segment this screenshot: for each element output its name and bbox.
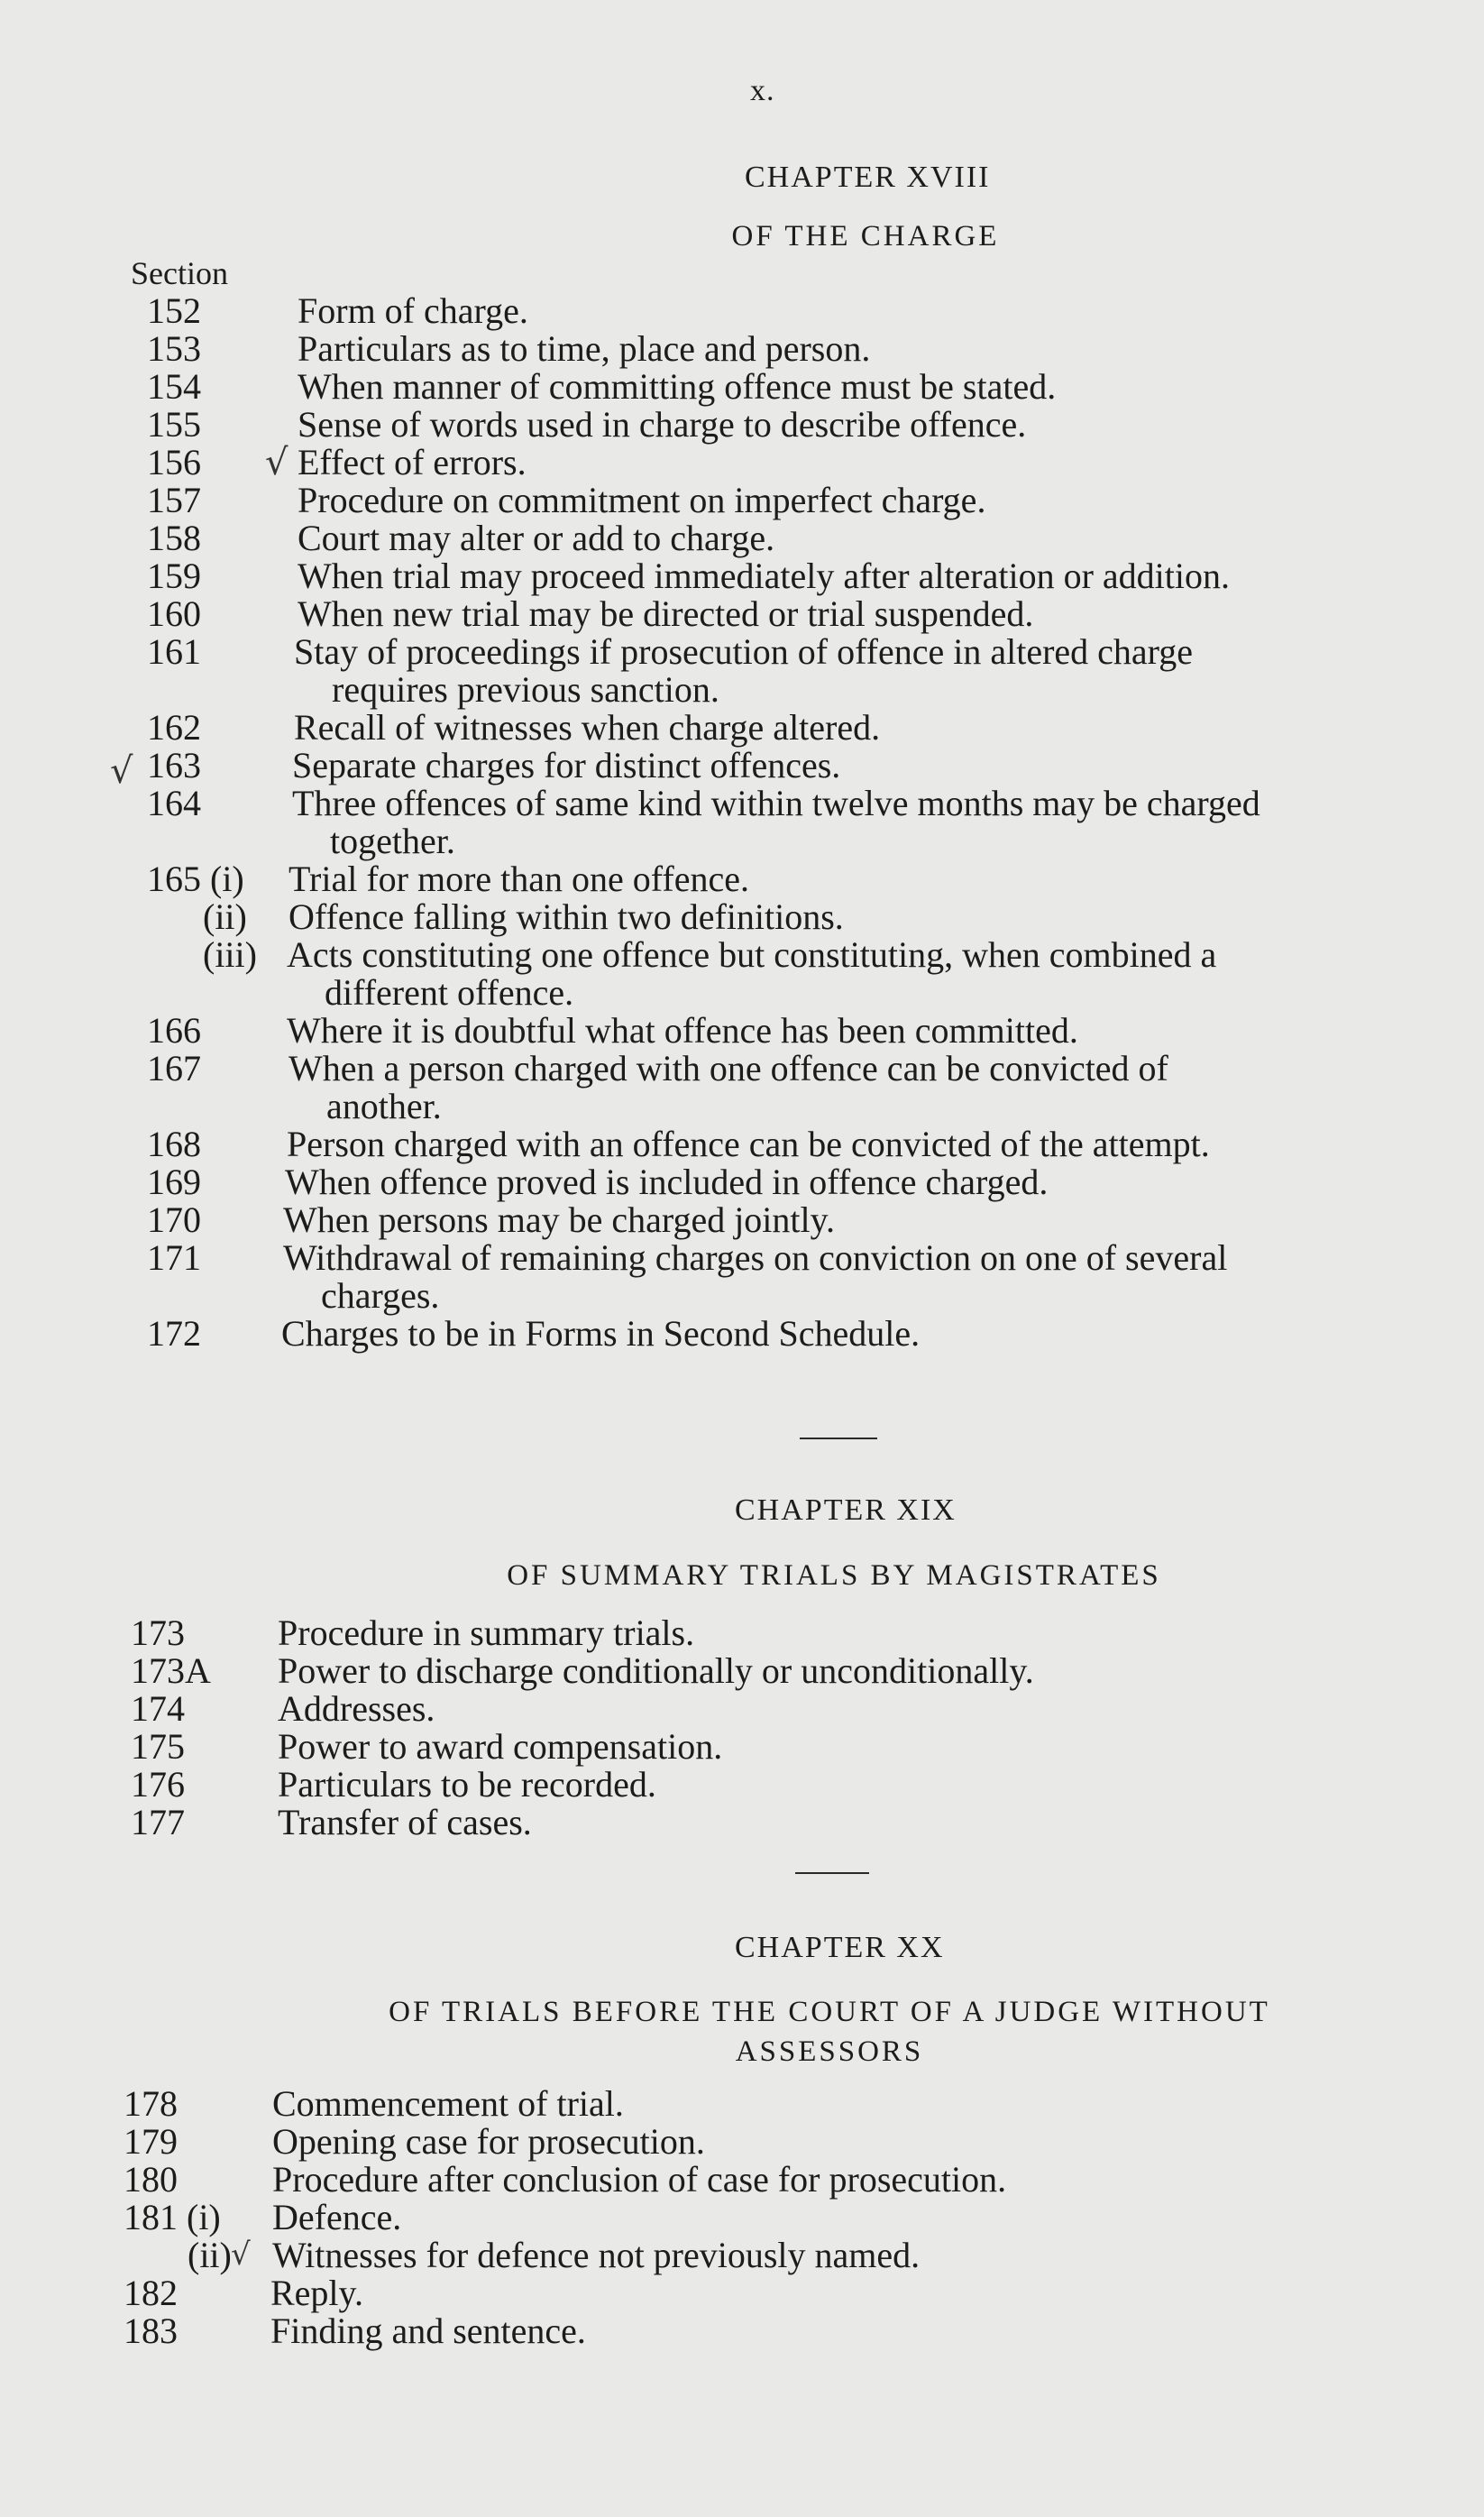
section-title: Procedure after conclusion of case for prosecution.: [272, 2159, 1007, 2200]
section-title: When manner of committing offence must be stated.: [298, 366, 1057, 407]
section-number: 158: [147, 518, 201, 558]
section-title-continuation: requires previous sanction.: [332, 669, 719, 710]
section-title: Witnesses for defence not previously named.: [272, 2235, 921, 2275]
section-title: Sense of words used in charge to describe offence.: [298, 404, 1027, 445]
section-number: 156: [147, 442, 201, 482]
section-number: 172: [147, 1313, 201, 1354]
section-number: 174: [131, 1688, 185, 1729]
section-number: 167: [147, 1048, 201, 1089]
section-title: Procedure on commitment on imperfect charge.: [298, 480, 986, 520]
section-number: 170: [147, 1199, 201, 1240]
section-title-continuation: charges.: [321, 1275, 440, 1316]
section-title: Offence falling within two definitions.: [289, 896, 844, 937]
section-title: Effect of errors.: [298, 442, 527, 482]
section-title: Recall of witnesses when charge altered.: [294, 707, 881, 748]
section-number: 175: [131, 1726, 185, 1767]
section-title: Power to award compensation.: [278, 1726, 723, 1767]
section-title: Finding and sentence.: [270, 2310, 586, 2351]
section-number: 182: [124, 2273, 178, 2313]
section-title: When a person charged with one offence can be convicted of: [289, 1048, 1168, 1089]
section-title: Power to discharge conditionally or unconditionally.: [278, 1650, 1034, 1691]
section-column-heading: Section: [131, 255, 228, 291]
section-number: 161: [147, 631, 201, 672]
divider: [795, 1872, 869, 1874]
section-title: Stay of proceedings if prosecution of offence in altered charge: [294, 631, 1194, 672]
section-title: Opening case for prosecution.: [272, 2121, 705, 2162]
section-number: (ii): [203, 896, 247, 937]
section-title: Transfer of cases.: [278, 1802, 532, 1842]
section-title: Particulars as to time, place and person.: [298, 328, 871, 369]
section-number: 178: [124, 2083, 178, 2124]
section-number: 177: [131, 1802, 185, 1842]
section-title-continuation: together.: [330, 821, 455, 861]
section-number: 152: [147, 290, 201, 331]
section-number: 173A: [131, 1650, 211, 1691]
chapter-xix-subtitle: OF SUMMARY TRIALS BY MAGISTRATES: [507, 1559, 1161, 1592]
chapter-xx-subtitle-cont: ASSESSORS: [735, 2035, 924, 2068]
chapter-xviii-title: CHAPTER XVIII: [745, 161, 991, 194]
section-number: 163: [147, 745, 201, 785]
section-title: When trial may proceed immediately after alteration or addition.: [298, 556, 1231, 596]
section-title: Separate charges for distinct offences.: [292, 745, 841, 785]
page-number: x.: [750, 74, 775, 107]
section-title: Particulars to be recorded.: [278, 1764, 656, 1805]
section-number: 165 (i): [147, 859, 244, 899]
section-number: 183: [124, 2310, 178, 2351]
section-number: 166: [147, 1010, 201, 1051]
section-title: Defence.: [272, 2197, 402, 2237]
chapter-xviii-subtitle: OF THE CHARGE: [731, 220, 1000, 253]
section-title-continuation: different offence.: [325, 972, 574, 1013]
section-title: Charges to be in Forms in Second Schedule.: [281, 1313, 921, 1354]
section-title: When new trial may be directed or trial suspended.: [298, 593, 1034, 634]
section-number: 154: [147, 366, 201, 407]
section-number: 155: [147, 404, 201, 445]
section-number: 162: [147, 707, 201, 748]
chapter-xix-title: CHAPTER XIX: [735, 1493, 957, 1527]
section-number: 173: [131, 1612, 185, 1653]
section-number: (iii): [203, 934, 257, 975]
section-number: 157: [147, 480, 201, 520]
chapter-xx-title: CHAPTER XX: [735, 1931, 945, 1964]
section-title: Reply.: [270, 2273, 363, 2313]
section-title: Addresses.: [278, 1688, 435, 1729]
section-title: Trial for more than one offence.: [289, 859, 749, 899]
section-number: 169: [147, 1162, 201, 1202]
section-number: 159: [147, 556, 201, 596]
tick-mark-icon: √: [110, 750, 133, 792]
section-number: 180: [124, 2159, 178, 2200]
section-title: Withdrawal of remaining charges on conviction on one of several: [283, 1237, 1228, 1278]
section-title: Commencement of trial.: [272, 2083, 624, 2124]
tick-mark-icon: √: [265, 442, 289, 483]
section-title: Where it is doubtful what offence has been committed.: [287, 1010, 1078, 1051]
chapter-xx-subtitle: OF TRIALS BEFORE THE COURT OF A JUDGE WITHOUT: [389, 1996, 1270, 2028]
section-number: 164: [147, 783, 201, 823]
section-title: Three offences of same kind within twelve months may be charged: [292, 783, 1260, 823]
section-title: Person charged with an offence can be convicted of the attempt.: [287, 1124, 1210, 1164]
section-title: When persons may be charged jointly.: [283, 1199, 836, 1240]
divider: [800, 1438, 877, 1439]
section-number: 153: [147, 328, 201, 369]
tick-mark-icon: √: [231, 2237, 251, 2273]
section-title-continuation: another.: [326, 1086, 442, 1126]
section-title: Procedure in summary trials.: [278, 1612, 695, 1653]
section-number: 171: [147, 1237, 201, 1278]
section-number: 179: [124, 2121, 178, 2162]
section-title: When offence proved is included in offence charged.: [285, 1162, 1049, 1202]
section-number: (ii): [188, 2235, 232, 2275]
section-title: Acts constituting one offence but constituting, when combined a: [287, 934, 1217, 975]
section-number: 160: [147, 593, 201, 634]
section-title: Court may alter or add to charge.: [298, 518, 775, 558]
section-title: Form of charge.: [298, 290, 528, 331]
section-number: 168: [147, 1124, 201, 1164]
section-number: 181 (i): [124, 2197, 221, 2237]
section-number: 176: [131, 1764, 185, 1805]
